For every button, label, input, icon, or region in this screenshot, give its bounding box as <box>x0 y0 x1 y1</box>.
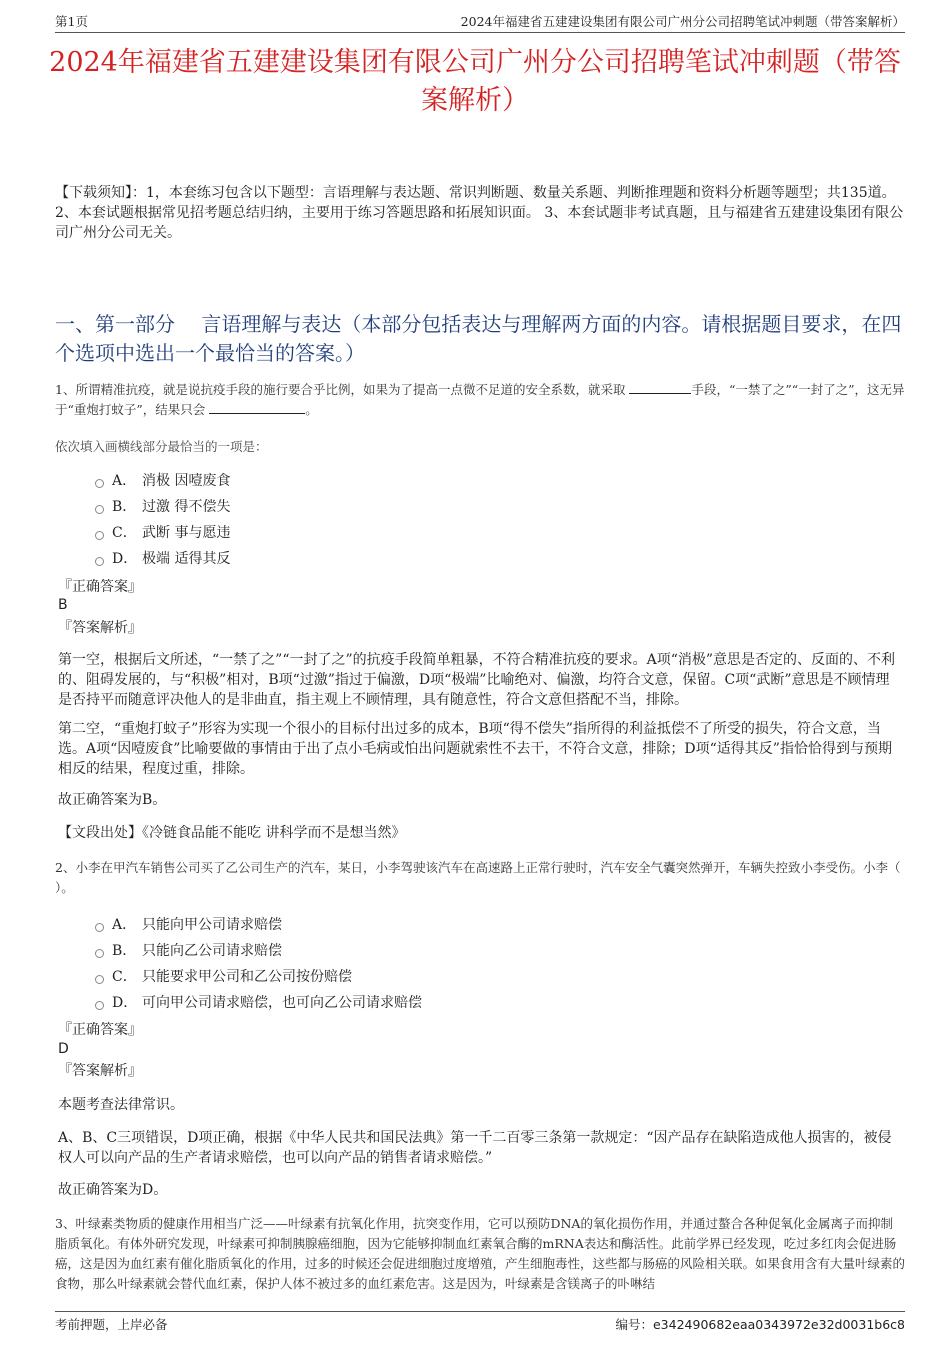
analysis-paragraph: 第一空，根据后文所述，“一禁了之”“一封了之”的抗疫手段简单粗暴，不符合精准抗疫的要求。A项“消极”意思是否定的、反面的、不利的、阻碍发展的，与“积极”相对，B项“过激”指过于偏激，D项“极端”比喻绝对、偏激，均符合文意，保留。C项“武断”意思是不顾情理是否持平而随意评决他人的是非曲直，指主观上不顾情理，具有随意性，符合文意但搭配不当，排除。 <box>58 652 896 708</box>
analysis-paragraph: 本题考查法律常识。 <box>58 1097 184 1113</box>
option-a[interactable]: A． 消极 因噎废食 <box>95 467 230 493</box>
document-title: 2024年福建省五建建设集团有限公司广州分公司招聘笔试冲刺题（带答案解析） <box>49 47 901 116</box>
analysis-paragraph: 故正确答案为D。 <box>58 1182 168 1198</box>
page-number: 第1页 <box>55 14 88 29</box>
question-1-ask: 依次填入画横线部分最恰当的一项是： <box>55 439 268 454</box>
header-doc-title: 2024年福建省五建建设集团有限公司广州分公司招聘笔试冲刺题（带答案解析） <box>460 14 905 29</box>
option-b[interactable]: B． 只能向乙公司请求赔偿 <box>95 937 422 963</box>
document-code: 编号：e342490682eaa0343972e32d0031b6c8 <box>615 1317 905 1332</box>
option-a[interactable]: A． 只能向甲公司请求赔偿 <box>95 911 422 937</box>
radio-icon[interactable] <box>95 557 104 566</box>
radio-icon[interactable] <box>95 949 104 958</box>
option-c[interactable]: C． 只能要求甲公司和乙公司按份赔偿 <box>95 963 422 989</box>
question-1-stem: 1、所谓精准抗疫，就是说抗疫手段的施行要合乎比例，如果为了提高一点微不足道的安全系数，就采取 手段，“一禁了之”“一封了之”，这无异于“重炮打蚊子”，结果只会 。 <box>55 382 905 417</box>
source-citation: 【文段出处】《冷链食品能不能吃 讲科学而不是想当然》 <box>58 825 406 841</box>
answer-value: B <box>58 597 68 613</box>
analysis-paragraph: A、B、C三项错误，D项正确，根据《中华人民共和国民法典》第一千二百零三条第一款规定：“因产品存在缺陷造成他人损害的，被侵权人可以向产品的生产者请求赔偿，也可以向产品的销售者请求赔偿。” <box>58 1130 892 1166</box>
radio-icon[interactable] <box>95 531 104 540</box>
analysis-label: 『答案解析』 <box>58 1063 142 1079</box>
question-1-options <box>95 467 230 571</box>
blank-1 <box>629 381 691 394</box>
answer-label: 『正确答案』 <box>58 579 142 595</box>
download-notice: 【下载须知】：1，本套练习包含以下题型：言语理解与表达题、常识判断题、数量关系题、判断推理题和资料分析题等题型；共135道。 2、本套试题根据常见招考题总结归纳，主要用于练习答题思路和拓展知识面。 3、本套试题非考试真题，且与福建省五建建设集团有限公司广州分公司无关。 <box>55 185 904 241</box>
radio-icon[interactable] <box>95 923 104 932</box>
option-c[interactable]: C． 武断 事与愿违 <box>95 519 230 545</box>
radio-icon[interactable] <box>95 505 104 514</box>
radio-icon[interactable] <box>95 1001 104 1010</box>
analysis-paragraph: 第二空，“重炮打蚊子”形容为实现一个很小的目标付出过多的成本，B项“得不偿失”指所得的利益抵偿不了所受的损失，符合文意，当选。A项“因噎废食”比喻要做的事情由于出了点小毛病或怕出问题就索性不去干，不符合文意，排除；D项“适得其反”指恰恰得到与预期相反的结果，程度过重，排除。 <box>58 721 892 777</box>
question-3-stem: 3、叶绿素类物质的健康作用相当广泛——叶绿素有抗氧化作用，抗突变作用，它可以预防DNA的氧化损伤作用，并通过螯合各种促氧化金属离子而抑制脂质氧化。有体外研究发现，叶绿素可抑制胰腺癌细胞，因为它能够抑制血红素氧合酶的mRNA表达和酶活性。此前学界已经发现，吃过多红肉会促进肠癌，这是因为血红素有催化脂质氧化的作用，过多的时候还会促进细胞过度增殖，产生细胞毒性，这些都与肠癌的风险相关联。如果食用含有大量叶绿素的食物，那么叶绿素就会替代血红素，保护人体不被过多的血红素危害。这是因为，叶绿素是含镁离子的卟啉结 <box>55 1216 906 1291</box>
footer-slogan: 考前押题，上岸必备 <box>55 1317 168 1332</box>
section-heading: 一、第一部分 言语理解与表达（本部分包括表达与理解两方面的内容。请根据题目要求，在四个选项中选出一个最恰当的答案。） <box>55 312 902 365</box>
analysis-paragraph: 故正确答案为B。 <box>58 792 167 808</box>
page-footer <box>55 1311 905 1333</box>
answer-value: D <box>58 1041 69 1057</box>
question-2-options <box>95 911 422 1015</box>
answer-label: 『正确答案』 <box>58 1022 142 1038</box>
option-d[interactable]: D． 极端 适得其反 <box>95 545 230 571</box>
radio-icon[interactable] <box>95 975 104 984</box>
option-b[interactable]: B． 过激 得不偿失 <box>95 493 230 519</box>
analysis-label: 『答案解析』 <box>58 620 142 636</box>
blank-2 <box>209 401 305 414</box>
question-2-stem: 2、小李在甲汽车销售公司买了乙公司生产的汽车，某日，小李驾驶该汽车在高速路上正常行驶时，汽车安全气囊突然弹开，车辆失控致小李受伤。小李（ ）。 <box>55 860 901 895</box>
radio-icon[interactable] <box>95 479 104 488</box>
option-d[interactable]: D． 可向甲公司请求赔偿，也可向乙公司请求赔偿 <box>95 989 422 1015</box>
page-header <box>55 12 905 33</box>
